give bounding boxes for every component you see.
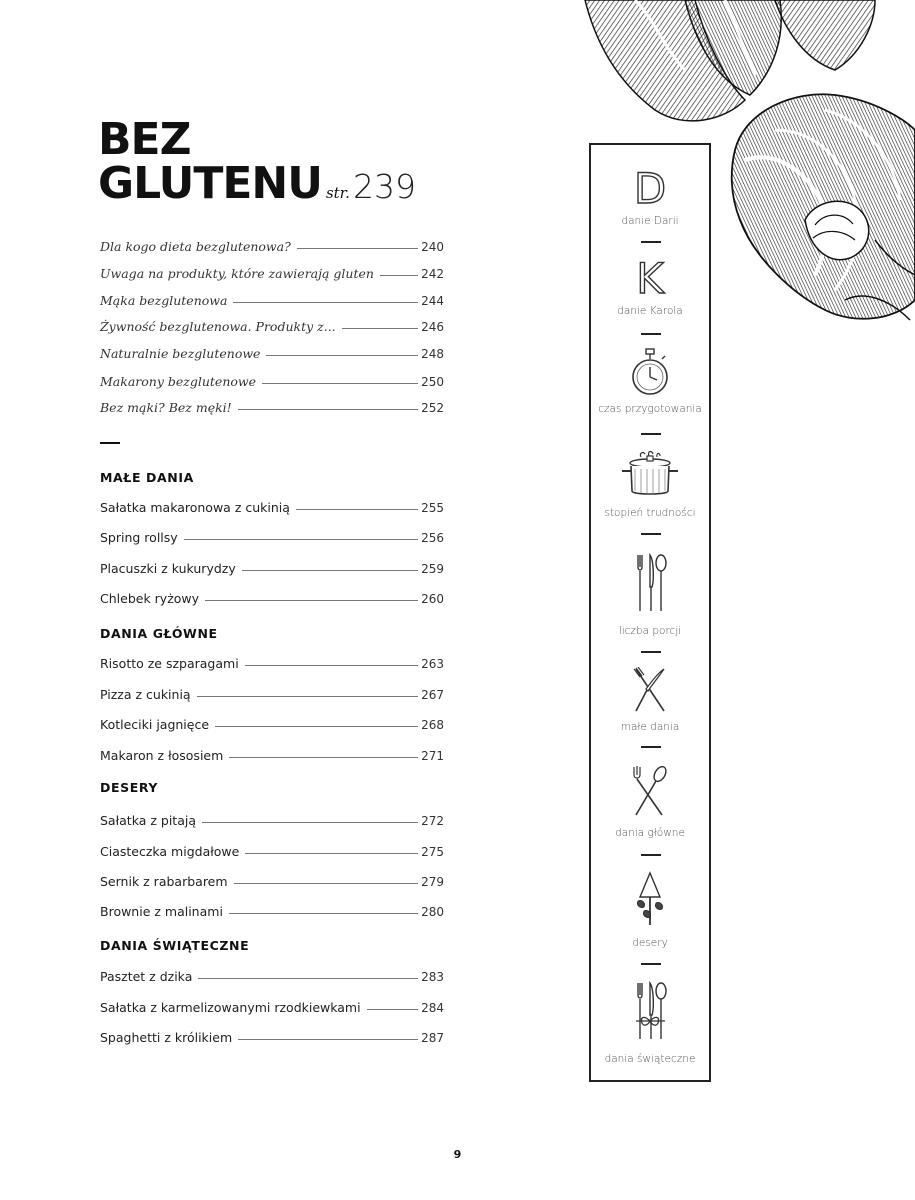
legend-separator xyxy=(641,241,661,243)
toc-row[interactable] xyxy=(100,266,444,281)
toc-row[interactable] xyxy=(100,748,444,763)
toc-label: Spring rollsy xyxy=(100,530,178,545)
toc-page: 248 xyxy=(421,347,444,361)
page-title xyxy=(98,114,416,215)
title-line-2 xyxy=(98,158,416,215)
toc-label: Mąka bezglutenowa xyxy=(100,293,228,308)
toc-label: Placuszki z kukurydzy xyxy=(100,561,236,576)
legend-item xyxy=(591,255,709,317)
leader-line xyxy=(367,1009,419,1010)
toc-row[interactable] xyxy=(100,500,444,515)
leader-line xyxy=(266,355,418,356)
toc-label: Pasztet z dzika xyxy=(100,969,193,984)
legend-separator xyxy=(641,854,661,856)
leader-line xyxy=(342,328,418,329)
svg-text:K: K xyxy=(636,255,664,299)
leader-line xyxy=(198,978,418,979)
toc-page: 240 xyxy=(421,240,444,254)
legend-item xyxy=(591,981,709,1065)
toc-label: Chlebek ryżowy xyxy=(100,591,200,606)
leader-line xyxy=(184,539,418,540)
toc-label: Sernik z rabarbarem xyxy=(100,874,228,889)
toc-row[interactable] xyxy=(100,717,444,732)
legend-label: desery xyxy=(632,937,668,949)
legend-item xyxy=(591,553,709,637)
leader-line xyxy=(197,696,419,697)
toc-page: 255 xyxy=(421,501,444,515)
toc-row[interactable] xyxy=(100,400,444,415)
str-label: str. xyxy=(325,184,350,202)
cutlery-set-icon xyxy=(630,553,670,613)
leader-line xyxy=(296,509,418,510)
page-number: 9 xyxy=(453,1148,462,1161)
toc-label: Uwaga na produkty, które zawierają gluten xyxy=(100,266,374,281)
toc-label: Brownie z malinami xyxy=(100,904,223,919)
toc-row[interactable] xyxy=(100,1030,444,1045)
leader-line xyxy=(205,600,418,601)
toc-label: Żywność bezglutenowa. Produkty z... xyxy=(100,319,336,334)
section-heading-dania-swiateczne: DANIA ŚWIĄTECZNE xyxy=(100,938,250,953)
toc-row[interactable] xyxy=(100,969,444,984)
legend-separator xyxy=(641,651,661,653)
toc-label: Sałatka z pitają xyxy=(100,813,196,828)
section-heading-male-dania: MAŁE DANIA xyxy=(100,470,194,485)
toc-page: 283 xyxy=(421,970,444,984)
leader-line xyxy=(229,913,418,914)
toc-label: Ciasteczka migdałowe xyxy=(100,844,240,859)
toc-row[interactable] xyxy=(100,561,444,576)
leader-line xyxy=(242,570,418,571)
leader-line xyxy=(202,822,418,823)
legend-label: małe dania xyxy=(620,721,680,733)
toc-page: 271 xyxy=(421,749,444,763)
toc-page: 275 xyxy=(421,845,444,859)
leader-line xyxy=(233,302,418,303)
leader-line xyxy=(245,665,418,666)
leader-line xyxy=(229,757,418,758)
toc-page: 263 xyxy=(421,657,444,671)
festive-cutlery-icon xyxy=(630,981,670,1041)
toc-label: Dla kogo dieta bezglutenowa? xyxy=(100,239,291,254)
toc-row[interactable] xyxy=(100,530,444,545)
toc-label: Spaghetti z królikiem xyxy=(100,1030,233,1045)
legend-item xyxy=(591,871,709,949)
toc-page: 252 xyxy=(421,401,444,415)
toc-label: Naturalnie bezglutenowe xyxy=(100,346,261,361)
icon-legend xyxy=(589,143,711,1082)
letter-d-icon xyxy=(630,165,670,209)
legend-label: dania świąteczne xyxy=(604,1053,696,1065)
legend-separator xyxy=(641,333,661,335)
legend-separator xyxy=(641,533,661,535)
legend-label: danie Karola xyxy=(617,305,683,317)
toc-row[interactable] xyxy=(100,239,444,254)
leader-line xyxy=(234,883,419,884)
toc-row[interactable] xyxy=(100,319,444,334)
toc-label: Sałatka z karmelizowanymi rzodkiewkami xyxy=(100,1000,361,1015)
section-heading-desery: DESERY xyxy=(100,780,159,795)
toc-row[interactable] xyxy=(100,874,444,889)
leader-line xyxy=(262,383,418,384)
divider-dash xyxy=(100,442,120,444)
toc-row[interactable] xyxy=(100,293,444,308)
toc-page: 244 xyxy=(421,294,444,308)
legend-item xyxy=(591,347,709,415)
toc-row[interactable] xyxy=(100,656,444,671)
toc-page: 259 xyxy=(421,562,444,576)
leader-line xyxy=(238,1039,418,1040)
toc-page: 267 xyxy=(421,688,444,702)
cooking-pot-icon xyxy=(619,449,681,499)
legend-label: dania główne xyxy=(615,827,685,839)
legend-separator xyxy=(641,963,661,965)
toc-row[interactable] xyxy=(100,844,444,859)
legend-separator xyxy=(641,433,661,435)
legend-item xyxy=(591,165,709,227)
legend-separator xyxy=(641,746,661,748)
toc-page: 250 xyxy=(421,375,444,389)
leader-line xyxy=(245,853,418,854)
toc-label: Makarony bezglutenowe xyxy=(100,374,256,389)
toc-label: Pizza z cukinią xyxy=(100,687,191,702)
leader-line xyxy=(297,248,418,249)
legend-label: czas przygotowania xyxy=(598,403,702,415)
leader-line xyxy=(380,275,418,276)
legend-item xyxy=(591,449,709,519)
cake-server-icon xyxy=(630,871,670,927)
toc-page: 268 xyxy=(421,718,444,732)
toc-page: 246 xyxy=(421,320,444,334)
legend-label: danie Darii xyxy=(621,215,679,227)
toc-page: 284 xyxy=(421,1001,444,1015)
toc-row[interactable] xyxy=(100,813,444,828)
toc-page: 287 xyxy=(421,1031,444,1045)
str-page-number: 239 xyxy=(352,167,416,206)
leader-line xyxy=(215,726,418,727)
svg-text:D: D xyxy=(633,165,667,209)
legend-label: stopień trudności xyxy=(604,507,696,519)
section-heading-dania-glowne: DANIA GŁÓWNE xyxy=(100,626,218,641)
toc-label: Kotleciki jagnięce xyxy=(100,717,210,732)
toc-page: 256 xyxy=(421,531,444,545)
toc-page: 272 xyxy=(421,814,444,828)
title-line-1: BEZ xyxy=(98,114,191,165)
toc-page: 242 xyxy=(421,267,444,281)
toc-label: Makaron z łososiem xyxy=(100,748,224,763)
legend-item xyxy=(591,667,709,733)
stopwatch-icon xyxy=(628,347,672,397)
toc-page: 260 xyxy=(421,592,444,606)
crossed-fork-spoon-icon xyxy=(630,765,670,817)
toc-row[interactable] xyxy=(100,687,444,702)
legend-label: liczba porcji xyxy=(618,625,682,637)
toc-row[interactable] xyxy=(100,904,444,919)
toc-page: 280 xyxy=(421,905,444,919)
toc-label: Bez mąki? Bez męki! xyxy=(100,400,232,415)
toc-row[interactable] xyxy=(100,374,444,389)
crossed-fork-knife-icon xyxy=(630,667,670,713)
toc-label: Risotto ze szparagami xyxy=(100,656,239,671)
toc-page: 279 xyxy=(421,875,444,889)
toc-row[interactable] xyxy=(100,1000,444,1015)
leader-line xyxy=(238,409,418,410)
letter-k-icon xyxy=(630,255,670,299)
toc-row[interactable] xyxy=(100,346,444,361)
toc-label: Sałatka makaronowa z cukinią xyxy=(100,500,290,515)
legend-item xyxy=(591,765,709,839)
title-word: GLUTENU xyxy=(98,158,322,209)
toc-row[interactable] xyxy=(100,591,444,606)
